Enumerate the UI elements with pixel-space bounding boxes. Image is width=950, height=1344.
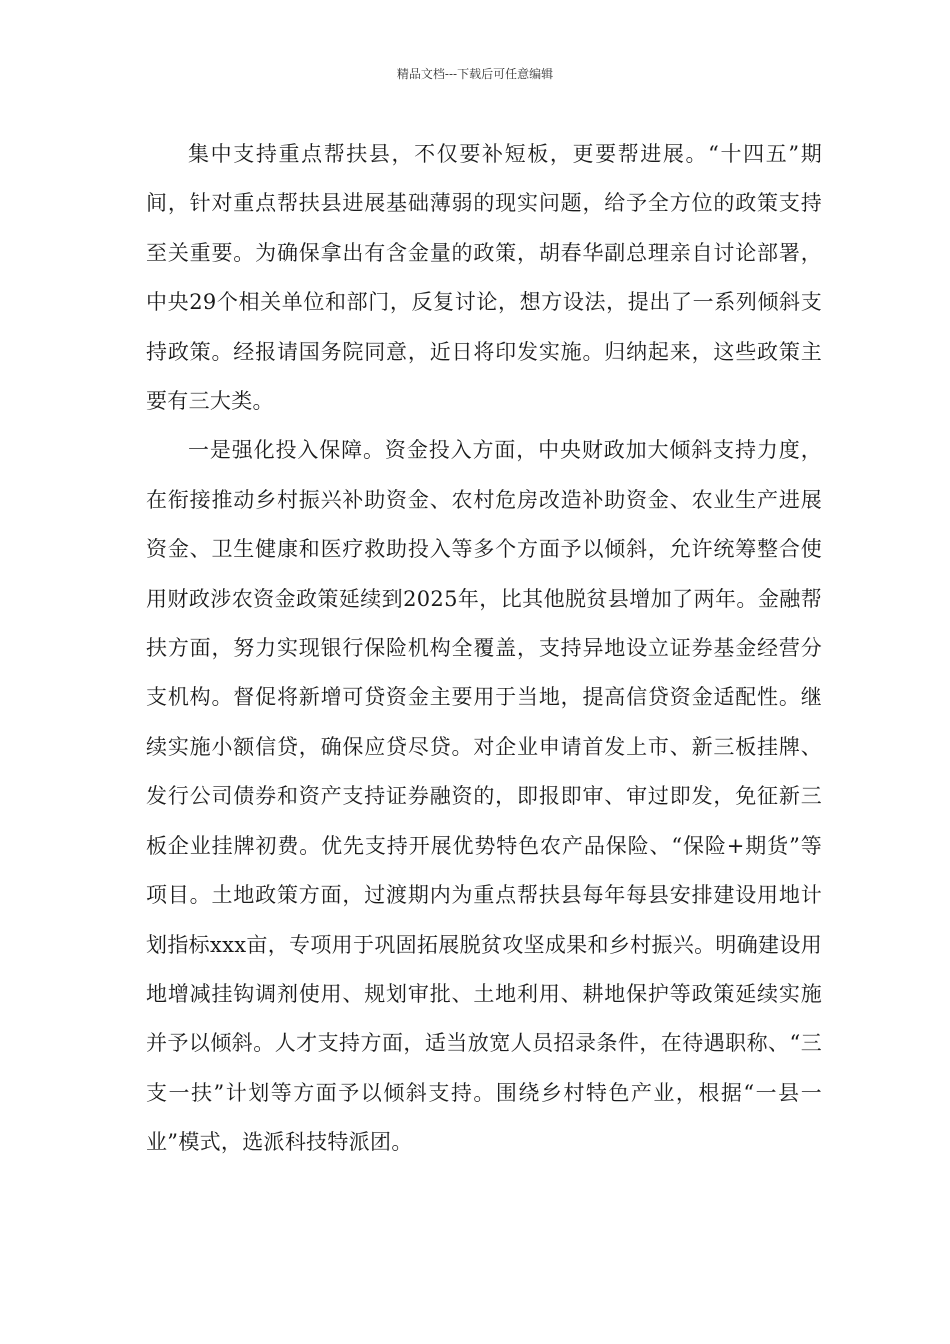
document-body xyxy=(146,130,822,1168)
paragraph-2: 一是强化投入保障。资金投入方面，中央财政加大倾斜支持力度，在衔接推动乡村振兴补助资金、农村危房改造补助资金、农业生产进展资金、卫生健康和医疗救助投入等多个方面予以倾斜，允许统筹整合使用财政涉农资金政策延续到2025年，比其他脱贫县增加了两年。金融帮扶方面，努力实现银行保险机构全覆盖，支持异地设立证券基金经营分支机构。督促将新增可贷资金主要用于当地，提高信贷资金适配性。继续实施小额信贷，确保应贷尽贷。对企业申请首发上市、新三板挂牌、发行公司债券和资产支持证券融资的，即报即审、审过即发，免征新三板企业挂牌初费。优先支持开展优势特色农产品保险、“保险+期货”等项目。土地政策方面，过渡期内为重点帮扶县每年每县安排建设用地计划指标xxx亩，专项用于巩固拓展脱贫攻坚成果和乡村振兴。明确建设用地增减挂钩调剂使用、规划审批、土地利用、耕地保护等政策延续实施并予以倾斜。人才支持方面，适当放宽人员招录条件，在待遇职称、“三支一扶”计划等方面予以倾斜支持。围绕乡村特色产业，根据“一县一业”模式，选派科技特派团。 xyxy=(146,438,822,1155)
paragraph-1: 集中支持重点帮扶县，不仅要补短板，更要帮进展。“十四五”期间，针对重点帮扶县进展基础薄弱的现实问题，给予全方位的政策支持至关重要。为确保拿出有含金量的政策，胡春华副总理亲自讨论部署，中央29个相关单位和部门，反复讨论，想方设法，提出了一系列倾斜支持政策。经报请国务院同意，近日将印发实施。归纳起来，这些政策主要有三大类。 xyxy=(146,142,822,414)
page-header: 精品文档---下载后可任意编辑 xyxy=(396,67,554,81)
